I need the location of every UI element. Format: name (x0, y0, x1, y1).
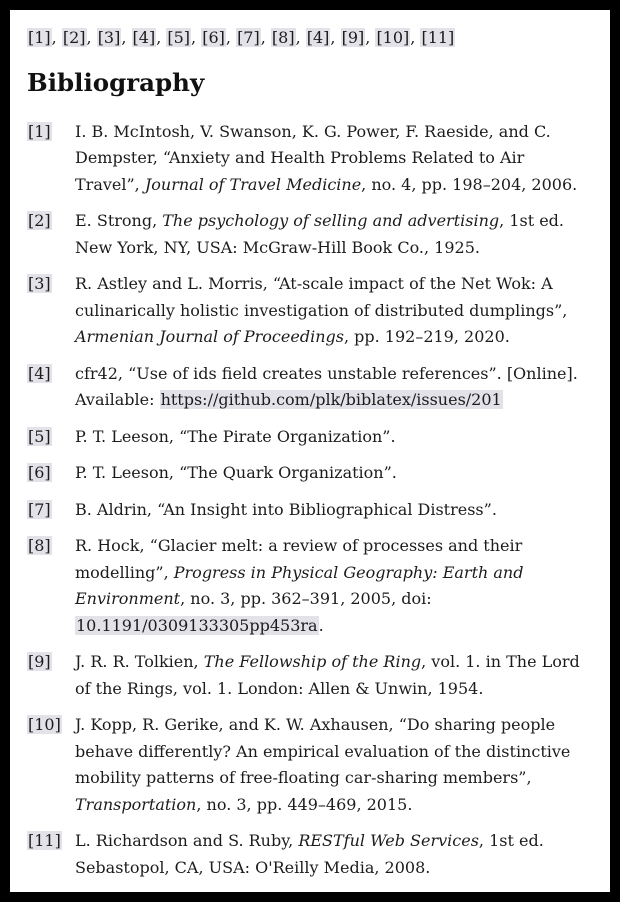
bib-entry-text (75, 271, 594, 351)
bib-entry-label-link[interactable]: [3] (28, 274, 51, 293)
bib-entry-title-italic: The psychology of selling and advertising (162, 211, 500, 230)
bib-entry-text-run: R. Hock, “Glacier melt: a review of processes and their modelling”, (75, 536, 523, 582)
bib-entry-text-run: , 1st ed. New York, NY, USA: McGraw-Hill Book Co., 1925. (75, 211, 564, 257)
bib-entry-title-italic: Armenian Journal of Proceedings (75, 327, 344, 346)
bib-entry-label-column (27, 460, 75, 487)
bib-entry (27, 208, 594, 261)
bib-entry (27, 119, 594, 199)
bib-entry-label-link[interactable]: [4] (28, 363, 51, 383)
bib-entry-title-italic: Transportation (75, 794, 197, 814)
bib-entry-label-link[interactable]: [8] (28, 536, 51, 555)
bib-entry-label-link[interactable]: [7] (28, 499, 51, 519)
bib-entry (27, 460, 594, 487)
pdf-page (10, 10, 610, 892)
bib-entry-label-column (27, 533, 75, 560)
bib-entry-text (75, 533, 594, 639)
bib-entry-text-run: P. T. Leeson, “The Quark Organization”. (75, 463, 397, 482)
bib-entry-text-run: I. B. McIntosh, V. Swanson, K. G. Power, F. Raeside, and C. Dempster, “Anxiety and Health Problems Related to Air Travel”, (75, 121, 551, 194)
bib-entry (27, 361, 594, 414)
bib-entry-text-run: , vol. 1. in The Lord of the Rings, vol. 1. London: Allen & Unwin, 1954. (75, 652, 580, 698)
bib-entry-label-link[interactable]: [10] (28, 715, 61, 734)
bib-entry-label-link[interactable]: [1] (28, 121, 51, 141)
citation-ref-link[interactable]: [11] (421, 28, 455, 47)
bib-entry (27, 424, 594, 451)
bib-entry-text-run: E. Strong, (75, 211, 163, 230)
bib-entry-text-run: B. Aldrin, “An Insight into Bibliographical Distress”. (75, 499, 497, 519)
bib-entry (27, 271, 594, 351)
bib-entry-label-column (27, 271, 75, 298)
bib-entry-label-link[interactable]: [6] (28, 463, 51, 482)
citation-ref-link[interactable]: [10] (376, 28, 410, 47)
citation-ref-link[interactable]: [2] (62, 28, 86, 47)
bib-entry-url-link[interactable]: 10.1191/0309133305pp453ra (76, 615, 318, 635)
bib-entry-text-run: J. Kopp, R. Gerike, and K. W. Axhausen, “Do sharing people behave differently? An empirical evaluation of the distinctive mobility patterns of free-floating car-sharing members”, (75, 715, 571, 787)
bib-entry-label-column (27, 497, 75, 524)
citation-ref-link[interactable]: [1] (28, 28, 51, 47)
bib-entry-label-link[interactable]: [5] (28, 426, 51, 446)
bib-entry-title-italic: Progress in Physical Geography: Earth and Environment (75, 562, 524, 608)
bib-entry-text-run: , 1st ed. Sebastopol, CA, USA: O'Reilly Media, 2008. (75, 831, 544, 877)
bib-entry-text-run: . (318, 615, 324, 635)
bib-entry-url-link[interactable]: https://github.com/plk/biblatex/issues/201 (160, 390, 502, 409)
bib-entry-text (75, 460, 594, 487)
bib-entry-label-column (27, 361, 75, 388)
bibliography-heading: Bibliography (27, 67, 205, 97)
bib-entry-text (75, 649, 594, 702)
bib-entry-text (75, 208, 594, 261)
citation-ref-link[interactable]: [5] (167, 28, 191, 47)
bib-entry-text-run: , no. 3, pp. 449–469, 2015. (196, 794, 413, 814)
bib-entry (27, 828, 594, 881)
bibliography-list (27, 119, 594, 882)
bib-entry-text (75, 497, 594, 524)
bib-entry-text-run: cfr42, “Use of ids field creates unstable references”. [Online]. Available: (75, 363, 578, 409)
bib-entry-text-run: L. Richardson and S. Ruby, (75, 831, 299, 850)
bib-entry (27, 497, 594, 524)
bib-entry-label-column (27, 828, 75, 855)
bib-entry-label-column (27, 208, 75, 235)
bib-entry (27, 649, 594, 702)
bib-entry-label-link[interactable]: [11] (28, 831, 61, 850)
bib-entry-title-italic: The Fellowship of the Ring (203, 652, 422, 671)
citation-ref-link[interactable]: [4] (132, 28, 156, 47)
bib-entry-text-run: J. R. R. Tolkien, (75, 652, 204, 671)
bib-entry-text-run: , no. 4, pp. 198–204, 2006. (361, 174, 578, 194)
citation-ref-link[interactable]: [6] (202, 28, 225, 47)
bib-entry-text-run: P. T. Leeson, “The Pirate Organization”. (75, 426, 396, 446)
bib-entry (27, 533, 594, 639)
citation-ref-link[interactable]: [9] (341, 28, 365, 47)
citation-ref-link[interactable]: [7] (237, 28, 260, 47)
citation-ref-link[interactable]: [4] (306, 28, 330, 47)
citation-ref-link[interactable]: [8] (271, 28, 295, 47)
bib-entry-label-link[interactable]: [9] (28, 652, 51, 671)
bib-entry-label-link[interactable]: [2] (28, 211, 51, 230)
bib-entry-title-italic: RESTful Web Services (298, 831, 479, 850)
bib-entry-title-italic: Journal of Travel Medicine (144, 174, 362, 194)
bib-entry-text-run: , no. 3, pp. 362–391, 2005, doi: (180, 589, 432, 608)
bib-entry-text (75, 119, 594, 199)
bib-entry-text (75, 828, 594, 881)
bib-entry-label-column (27, 119, 75, 146)
bib-entry-text-run: R. Astley and L. Morris, “At-scale impact of the Net Wok: A culinarically holistic investigation of distributed dumplings”, (75, 274, 568, 320)
bib-entry-label-column (27, 424, 75, 451)
bib-entry-text (75, 424, 594, 451)
bib-entry (27, 712, 594, 818)
citation-ref-link[interactable]: [3] (97, 28, 121, 47)
bib-entry-label-column (27, 649, 75, 676)
citation-line: [1], [2], [3], [4], [5], [6], [7], [8], [4], [9], [10], [11] (28, 28, 455, 47)
bib-entry-text (75, 712, 594, 818)
bib-entry-text (75, 361, 594, 414)
bib-entry-text-run: , pp. 192–219, 2020. (343, 327, 510, 346)
bib-entry-label-column (27, 712, 75, 739)
